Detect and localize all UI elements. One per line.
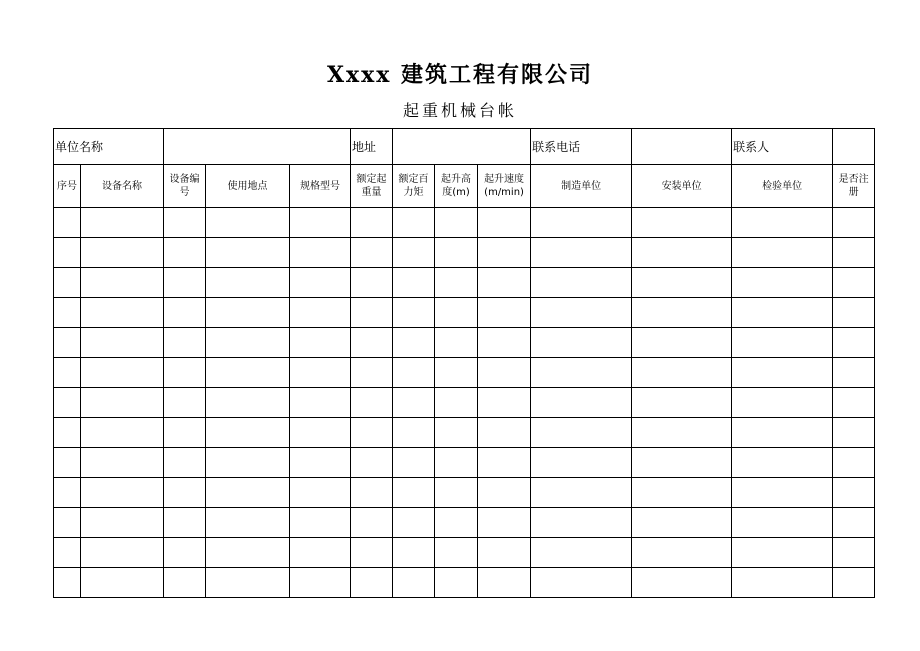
table-cell-installer[interactable] bbox=[632, 508, 732, 538]
table-cell-lift-speed[interactable] bbox=[478, 448, 531, 478]
table-cell-lift-height[interactable] bbox=[435, 418, 478, 448]
table-cell-equipment-no[interactable] bbox=[164, 268, 206, 298]
table-cell-model[interactable] bbox=[290, 238, 351, 268]
table-cell-location[interactable] bbox=[206, 358, 290, 388]
table-cell-model[interactable] bbox=[290, 358, 351, 388]
table-cell-rated-load[interactable] bbox=[351, 208, 393, 238]
document-subtitle: 起重机械台帐 bbox=[402, 101, 517, 120]
table-cell-installer[interactable] bbox=[632, 448, 732, 478]
table-cell-lift-height[interactable] bbox=[435, 538, 478, 568]
table-cell-lift-height[interactable] bbox=[435, 268, 478, 298]
table-cell-location[interactable] bbox=[206, 208, 290, 238]
table-cell-inspector[interactable] bbox=[732, 508, 833, 538]
table-cell-location[interactable] bbox=[206, 238, 290, 268]
table-cell-lift-speed[interactable] bbox=[478, 418, 531, 448]
table-cell-rated-load[interactable] bbox=[351, 268, 393, 298]
table-cell-inspector[interactable] bbox=[732, 328, 833, 358]
table-cell-seq[interactable] bbox=[54, 358, 81, 388]
table-cell-rated-moment[interactable] bbox=[393, 478, 435, 508]
table-cell-rated-moment[interactable] bbox=[393, 508, 435, 538]
table-cell-model[interactable] bbox=[290, 298, 351, 328]
table-cell-lift-height[interactable] bbox=[435, 238, 478, 268]
table-cell-rated-moment[interactable] bbox=[393, 538, 435, 568]
table-cell-equipment-no[interactable] bbox=[164, 418, 206, 448]
table-cell-equipment-name[interactable] bbox=[81, 268, 164, 298]
column-header-row bbox=[54, 165, 875, 208]
table-cell-lift-speed[interactable] bbox=[478, 388, 531, 418]
table-cell-rated-moment[interactable] bbox=[393, 238, 435, 268]
table-cell-inspector[interactable] bbox=[732, 238, 833, 268]
table-cell-inspector[interactable] bbox=[732, 478, 833, 508]
table-cell-registered[interactable] bbox=[833, 418, 875, 448]
column-header-manufacturer: 制造单位 bbox=[531, 165, 632, 208]
table-cell-rated-moment[interactable] bbox=[393, 418, 435, 448]
table-row bbox=[54, 508, 875, 538]
table-cell-equipment-no[interactable] bbox=[164, 478, 206, 508]
table-cell-rated-load[interactable] bbox=[351, 328, 393, 358]
table-cell-lift-speed[interactable] bbox=[478, 508, 531, 538]
table-cell-manufacturer[interactable] bbox=[531, 358, 632, 388]
table-cell-rated-load[interactable] bbox=[351, 568, 393, 598]
table-cell-lift-speed[interactable] bbox=[478, 238, 531, 268]
unit-name-field[interactable] bbox=[164, 129, 351, 165]
table-cell-installer[interactable] bbox=[632, 328, 732, 358]
table-cell-location[interactable] bbox=[206, 388, 290, 418]
table-cell-lift-speed[interactable] bbox=[478, 208, 531, 238]
table-cell-rated-load[interactable] bbox=[351, 238, 393, 268]
table-cell-equipment-name[interactable] bbox=[81, 478, 164, 508]
table-cell-lift-speed[interactable] bbox=[478, 328, 531, 358]
table-cell-installer[interactable] bbox=[632, 478, 732, 508]
table-cell-equipment-name[interactable] bbox=[81, 358, 164, 388]
table-cell-registered[interactable] bbox=[833, 358, 875, 388]
crane-ledger-table bbox=[53, 128, 875, 598]
table-cell-equipment-no[interactable] bbox=[164, 538, 206, 568]
column-header-seq: 序号 bbox=[54, 165, 81, 208]
table-cell-inspector[interactable] bbox=[732, 388, 833, 418]
table-cell-manufacturer[interactable] bbox=[531, 538, 632, 568]
table-cell-equipment-no[interactable] bbox=[164, 328, 206, 358]
table-row bbox=[54, 448, 875, 478]
table-cell-rated-load[interactable] bbox=[351, 448, 393, 478]
table-row bbox=[54, 238, 875, 268]
table-cell-rated-moment[interactable] bbox=[393, 388, 435, 418]
table-cell-seq[interactable] bbox=[54, 448, 81, 478]
table-cell-rated-load[interactable] bbox=[351, 298, 393, 328]
table-cell-seq[interactable] bbox=[54, 538, 81, 568]
table-cell-rated-moment[interactable] bbox=[393, 568, 435, 598]
table-cell-equipment-no[interactable] bbox=[164, 208, 206, 238]
table-cell-inspector[interactable] bbox=[732, 418, 833, 448]
table-row bbox=[54, 268, 875, 298]
table-cell-lift-height[interactable] bbox=[435, 298, 478, 328]
column-header-lift-speed: 起升速度(m/min) bbox=[478, 165, 531, 208]
table-cell-registered[interactable] bbox=[833, 568, 875, 598]
table-cell-registered[interactable] bbox=[833, 298, 875, 328]
table-cell-equipment-name[interactable] bbox=[81, 508, 164, 538]
table-cell-rated-moment[interactable] bbox=[393, 298, 435, 328]
table-cell-equipment-name[interactable] bbox=[81, 298, 164, 328]
table-cell-rated-moment[interactable] bbox=[393, 358, 435, 388]
table-row bbox=[54, 208, 875, 238]
table-cell-location[interactable] bbox=[206, 478, 290, 508]
table-cell-rated-moment[interactable] bbox=[393, 208, 435, 238]
table-cell-lift-speed[interactable] bbox=[478, 298, 531, 328]
table-cell-location[interactable] bbox=[206, 418, 290, 448]
table-cell-lift-speed[interactable] bbox=[478, 268, 531, 298]
table-cell-installer[interactable] bbox=[632, 358, 732, 388]
table-cell-installer[interactable] bbox=[632, 568, 732, 598]
column-header-rated-load: 额定起重量 bbox=[351, 165, 393, 208]
table-cell-equipment-name[interactable] bbox=[81, 238, 164, 268]
address-label: 地址 bbox=[351, 129, 393, 165]
column-header-lift-height: 起升高度(m) bbox=[435, 165, 478, 208]
table-cell-registered[interactable] bbox=[833, 508, 875, 538]
table-cell-rated-load[interactable] bbox=[351, 418, 393, 448]
table-cell-manufacturer[interactable] bbox=[531, 418, 632, 448]
table-cell-lift-speed[interactable] bbox=[478, 538, 531, 568]
table-cell-equipment-no[interactable] bbox=[164, 358, 206, 388]
table-cell-manufacturer[interactable] bbox=[531, 298, 632, 328]
table-cell-seq[interactable] bbox=[54, 508, 81, 538]
table-cell-lift-speed[interactable] bbox=[478, 358, 531, 388]
table-cell-registered[interactable] bbox=[833, 448, 875, 478]
table-cell-registered[interactable] bbox=[833, 238, 875, 268]
company-title: Xxxx 建筑工程有限公司 bbox=[326, 62, 594, 88]
table-cell-equipment-no[interactable] bbox=[164, 508, 206, 538]
table-cell-rated-load[interactable] bbox=[351, 508, 393, 538]
table-cell-equipment-name[interactable] bbox=[81, 448, 164, 478]
table-cell-manufacturer[interactable] bbox=[531, 448, 632, 478]
phone-field[interactable] bbox=[632, 129, 732, 165]
table-cell-registered[interactable] bbox=[833, 538, 875, 568]
table-row bbox=[54, 298, 875, 328]
table-row bbox=[54, 388, 875, 418]
info-row bbox=[54, 129, 875, 165]
column-header-equipment-no: 设备编号 bbox=[164, 165, 206, 208]
table-cell-seq[interactable] bbox=[54, 478, 81, 508]
table-cell-manufacturer[interactable] bbox=[531, 388, 632, 418]
table-cell-lift-height[interactable] bbox=[435, 508, 478, 538]
table-cell-inspector[interactable] bbox=[732, 268, 833, 298]
table-cell-equipment-name[interactable] bbox=[81, 208, 164, 238]
column-header-model: 规格型号 bbox=[290, 165, 351, 208]
table-cell-model[interactable] bbox=[290, 478, 351, 508]
table-cell-rated-load[interactable] bbox=[351, 358, 393, 388]
table-cell-installer[interactable] bbox=[632, 238, 732, 268]
table-cell-installer[interactable] bbox=[632, 538, 732, 568]
table-cell-inspector[interactable] bbox=[732, 208, 833, 238]
table-cell-location[interactable] bbox=[206, 538, 290, 568]
table-cell-registered[interactable] bbox=[833, 208, 875, 238]
table-cell-installer[interactable] bbox=[632, 208, 732, 238]
table-cell-model[interactable] bbox=[290, 418, 351, 448]
table-cell-equipment-no[interactable] bbox=[164, 568, 206, 598]
table-cell-lift-height[interactable] bbox=[435, 388, 478, 418]
contact-label: 联系人 bbox=[732, 129, 833, 165]
table-cell-equipment-no[interactable] bbox=[164, 238, 206, 268]
table-cell-rated-load[interactable] bbox=[351, 388, 393, 418]
table-row bbox=[54, 328, 875, 358]
column-header-location: 使用地点 bbox=[206, 165, 290, 208]
table-cell-installer[interactable] bbox=[632, 298, 732, 328]
table-cell-location[interactable] bbox=[206, 328, 290, 358]
table-cell-model[interactable] bbox=[290, 538, 351, 568]
table-cell-manufacturer[interactable] bbox=[531, 208, 632, 238]
table-cell-lift-height[interactable] bbox=[435, 568, 478, 598]
table-cell-manufacturer[interactable] bbox=[531, 238, 632, 268]
table-cell-location[interactable] bbox=[206, 298, 290, 328]
unit-name-label: 单位名称 bbox=[54, 129, 164, 165]
table-cell-seq[interactable] bbox=[54, 238, 81, 268]
table-cell-seq[interactable] bbox=[54, 208, 81, 238]
phone-label: 联系电话 bbox=[531, 129, 632, 165]
table-cell-equipment-name[interactable] bbox=[81, 418, 164, 448]
table-cell-lift-height[interactable] bbox=[435, 358, 478, 388]
table-cell-location[interactable] bbox=[206, 268, 290, 298]
table-cell-equipment-no[interactable] bbox=[164, 388, 206, 418]
table-cell-manufacturer[interactable] bbox=[531, 568, 632, 598]
column-header-installer: 安装单位 bbox=[632, 165, 732, 208]
table-cell-inspector[interactable] bbox=[732, 358, 833, 388]
table-cell-equipment-no[interactable] bbox=[164, 448, 206, 478]
contact-field[interactable] bbox=[833, 129, 875, 165]
table-cell-equipment-name[interactable] bbox=[81, 328, 164, 358]
table-cell-lift-height[interactable] bbox=[435, 328, 478, 358]
table-cell-registered[interactable] bbox=[833, 478, 875, 508]
table-cell-model[interactable] bbox=[290, 568, 351, 598]
table-cell-inspector[interactable] bbox=[732, 298, 833, 328]
table-cell-location[interactable] bbox=[206, 568, 290, 598]
table-cell-lift-height[interactable] bbox=[435, 448, 478, 478]
table-cell-lift-height[interactable] bbox=[435, 478, 478, 508]
table-cell-rated-moment[interactable] bbox=[393, 328, 435, 358]
table-cell-lift-speed[interactable] bbox=[478, 568, 531, 598]
table-cell-manufacturer[interactable] bbox=[531, 328, 632, 358]
table-cell-seq[interactable] bbox=[54, 418, 81, 448]
table-row bbox=[54, 478, 875, 508]
table-row bbox=[54, 538, 875, 568]
table-cell-model[interactable] bbox=[290, 388, 351, 418]
column-header-equipment-name: 设备名称 bbox=[81, 165, 164, 208]
table-cell-manufacturer[interactable] bbox=[531, 478, 632, 508]
table-row bbox=[54, 418, 875, 448]
table-cell-rated-moment[interactable] bbox=[393, 448, 435, 478]
column-header-inspector: 检验单位 bbox=[732, 165, 833, 208]
table-cell-rated-load[interactable] bbox=[351, 478, 393, 508]
table-cell-inspector[interactable] bbox=[732, 568, 833, 598]
table-cell-manufacturer[interactable] bbox=[531, 508, 632, 538]
table-cell-inspector[interactable] bbox=[732, 538, 833, 568]
table-cell-installer[interactable] bbox=[632, 388, 732, 418]
table-cell-rated-load[interactable] bbox=[351, 538, 393, 568]
table-cell-location[interactable] bbox=[206, 448, 290, 478]
table-cell-lift-speed[interactable] bbox=[478, 478, 531, 508]
table-cell-equipment-name[interactable] bbox=[81, 568, 164, 598]
column-header-rated-moment: 额定百力矩 bbox=[393, 165, 435, 208]
table-cell-equipment-name[interactable] bbox=[81, 538, 164, 568]
table-cell-model[interactable] bbox=[290, 508, 351, 538]
table-cell-installer[interactable] bbox=[632, 418, 732, 448]
table-cell-registered[interactable] bbox=[833, 268, 875, 298]
table-cell-model[interactable] bbox=[290, 328, 351, 358]
table-cell-rated-moment[interactable] bbox=[393, 268, 435, 298]
table-cell-model[interactable] bbox=[290, 208, 351, 238]
table-row bbox=[54, 358, 875, 388]
table-cell-location[interactable] bbox=[206, 508, 290, 538]
table-cell-lift-height[interactable] bbox=[435, 208, 478, 238]
table-cell-installer[interactable] bbox=[632, 268, 732, 298]
table-cell-inspector[interactable] bbox=[732, 448, 833, 478]
column-header-registered: 是否注册 bbox=[833, 165, 875, 208]
table-cell-registered[interactable] bbox=[833, 388, 875, 418]
table-cell-equipment-no[interactable] bbox=[164, 298, 206, 328]
table-cell-registered[interactable] bbox=[833, 328, 875, 358]
table-cell-seq[interactable] bbox=[54, 268, 81, 298]
table-cell-manufacturer[interactable] bbox=[531, 268, 632, 298]
table-cell-equipment-name[interactable] bbox=[81, 388, 164, 418]
table-cell-seq[interactable] bbox=[54, 298, 81, 328]
table-row bbox=[54, 568, 875, 598]
table-cell-model[interactable] bbox=[290, 268, 351, 298]
table-cell-model[interactable] bbox=[290, 448, 351, 478]
table-cell-seq[interactable] bbox=[54, 328, 81, 358]
table-cell-seq[interactable] bbox=[54, 388, 81, 418]
address-field[interactable] bbox=[393, 129, 531, 165]
table-cell-seq[interactable] bbox=[54, 568, 81, 598]
